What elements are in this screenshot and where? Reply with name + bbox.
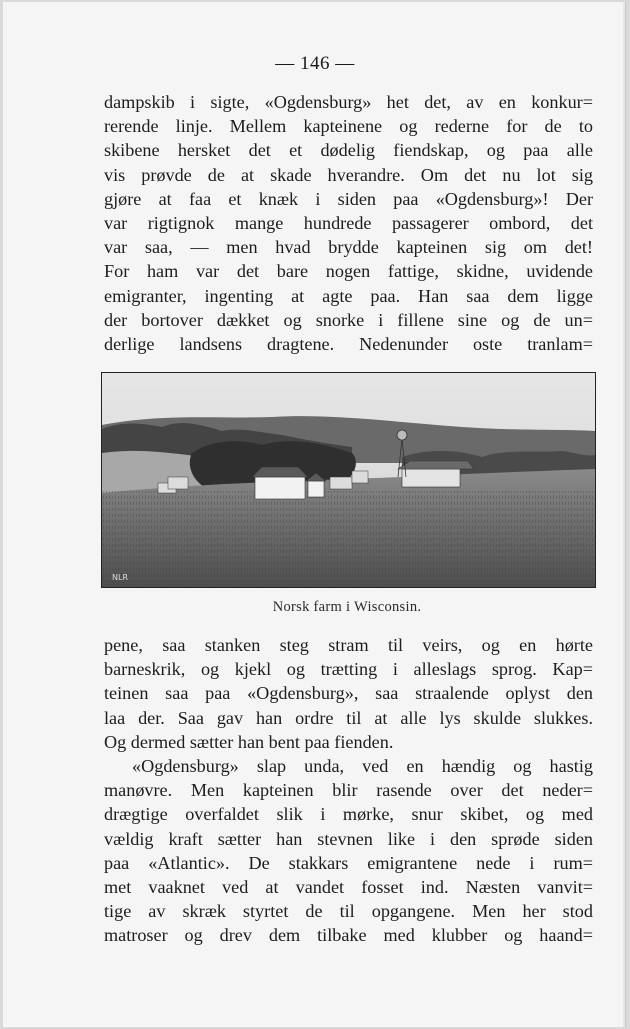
text-block-bottom bbox=[104, 633, 593, 947]
text-line: pene, saa stanken steg stram til veirs, og en hørte bbox=[104, 635, 593, 655]
text-line: manøvre. Men kapteinen blir rasende over det neder= bbox=[104, 780, 593, 801]
photo-watermark: NLR bbox=[112, 573, 128, 582]
text-line: laa der. Saa gav han ordre til at alle lys skulde slukkes. bbox=[104, 707, 593, 728]
text-line: dampskib i sigte, «Ogdensburg» het det, av en konkur= bbox=[104, 92, 593, 112]
grass-texture bbox=[102, 491, 595, 587]
text-line: rerende linje. Mellem kapteinene og rederne for de to bbox=[104, 116, 593, 137]
text-line: vældig kraft sætter han stevnen like i den sprøde siden bbox=[104, 828, 593, 849]
text-line: der bortover dækket og snorke i fillene sine og de un= bbox=[104, 309, 593, 330]
text-line: matroser og drev dem tilbake med klubber og haand= bbox=[104, 925, 593, 946]
text-line: paa «Atlantic». De stakkars emigrantene nede i rum= bbox=[104, 852, 593, 873]
farm-scene-illustration bbox=[102, 373, 595, 587]
text-line: met vaaknet ved at vandet fosset ind. Næsten vanvit= bbox=[104, 876, 593, 897]
text-line: tige av skræk styrtet de til opgangene. Men her stod bbox=[104, 901, 593, 922]
text-line: gjøre at faa et knæk i siden paa «Ogdensburg»! Der bbox=[104, 188, 593, 209]
farm-photograph bbox=[101, 372, 596, 588]
text-line: «Ogdensburg» slap unda, ved en hændig og hastig bbox=[132, 755, 593, 776]
text-line: var rigtignok mange hundrede passagerer ombord, det bbox=[104, 212, 593, 233]
text-line: drægtige overfaldet slik i mørke, snur skibet, og med bbox=[104, 804, 593, 825]
text-line: teinen saa paa «Ogdensburg», saa straalende oplyst den bbox=[104, 683, 593, 704]
text-line: var saa, — men hvad brydde kapteinen sig om det! bbox=[104, 237, 593, 258]
text-line: Og dermed sætter han bent paa fienden. bbox=[104, 731, 394, 752]
figure-caption: Norsk farm i Wisconsin. bbox=[272, 599, 422, 615]
page-number: — 146 — bbox=[275, 53, 355, 74]
text-line: vis prøvde de at skade hverandre. Om det nu lot sig bbox=[104, 164, 593, 185]
text-line: barneskrik, og kjekl og trætting i alleslags sprog. Kap= bbox=[104, 659, 593, 680]
text-block-top bbox=[104, 90, 593, 356]
text-line: For ham var det bare nogen fattige, skidne, uvidende bbox=[104, 261, 593, 282]
text-line: skibene hersket det et dødelig fiendskap, og paa alle bbox=[104, 140, 593, 161]
text-line: derlige landsens dragtene. Nedenunder oste tranlam= bbox=[104, 333, 593, 354]
text-line: emigranter, ingenting at agte paa. Han saa dem ligge bbox=[104, 285, 593, 306]
